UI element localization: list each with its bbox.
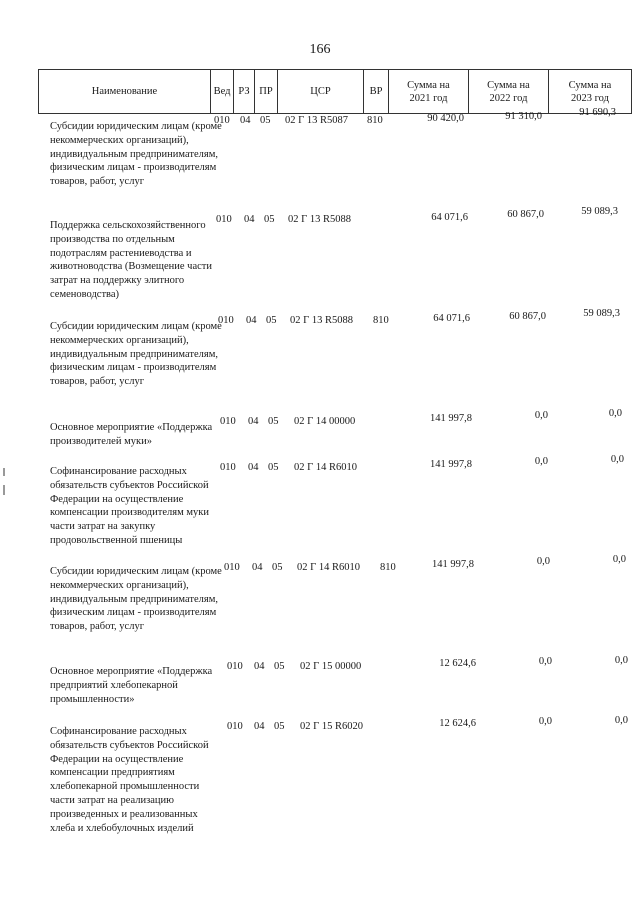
row-csr: 02 Г 15 R6020 [300,721,363,732]
row-sum-2021: 141 997,8 [430,459,472,470]
row-csr: 02 Г 13 R5088 [290,315,353,326]
row-sum-2022: 60 867,0 [509,311,546,322]
col-header-ved: Вед [211,69,234,114]
row-rz: 04 [240,115,251,126]
row-name: Субсидии юридическим лицам (кроме некоммерческих организаций), индивидуальным предпринимателям, физическим лицам - производителям товаров, работ, услуг [50,321,222,388]
row-sum-2022: 0,0 [538,656,552,667]
row-ved: 010 [220,416,236,427]
row-rz: 04 [248,416,259,427]
row-pr: 05 [274,661,285,672]
col-header-rz: РЗ [234,69,255,114]
row-sum-2023: 0,0 [612,554,626,565]
row-sum-2022: 0,0 [534,456,548,467]
col-header-sum-2022: Сумма на 2022 год [469,69,549,114]
row-ved: 010 [224,562,240,573]
scan-mark [3,485,5,495]
page-number: 166 [309,42,331,57]
row-name: Основное мероприятие «Поддержка производителей муки» [50,422,213,447]
row-csr: 02 Г 14 R6010 [294,462,357,473]
row-rz: 04 [246,315,257,326]
row-ved: 010 [214,115,230,126]
row-pr: 05 [268,416,279,427]
row-sum-2023: 59 089,3 [581,206,618,217]
row-ved: 010 [220,462,236,473]
col-header-vr: ВР [364,69,389,114]
col-header-sum-2023: Сумма на 2023 год [549,69,632,114]
row-name: Поддержка сельскохозяйственного производства по отдельным подотраслям растениеводства и животноводства (Возмещение части затрат на поддержку элитного семеноводства) [50,220,212,300]
row-vr: 810 [380,562,396,573]
row-name: Субсидии юридическим лицам (кроме некоммерческих организаций), индивидуальным предпринимателям, физическим лицам - производителям товаров, работ, услуг [50,566,222,633]
row-vr: 810 [373,315,389,326]
row-csr: 02 Г 13 R5087 [285,115,348,126]
row-sum-2022: 91 310,0 [505,111,542,122]
row-pr: 05 [266,315,277,326]
row-pr: 05 [268,462,279,473]
row-sum-2023: 0,0 [610,454,624,465]
row-ved: 010 [227,721,243,732]
row-pr: 05 [272,562,283,573]
row-sum-2022: 0,0 [538,716,552,727]
row-sum-2023: 59 089,3 [583,308,620,319]
row-csr: 02 Г 14 00000 [294,416,356,427]
row-sum-2023: 91 690,3 [579,107,616,118]
row-name: Основное мероприятие «Поддержка предприятий хлебопекарной промышленности» [50,666,213,705]
row-sum-2023: 0,0 [614,715,628,726]
row-sum-2022: 0,0 [534,410,548,421]
row-pr: 05 [260,115,271,126]
row-name: Субсидии юридическим лицам (кроме некоммерческих организаций), индивидуальным предпринимателям, физическим лицам - производителям товаров, работ, услуг [50,121,222,188]
table-header [38,69,632,114]
row-pr: 05 [264,214,275,225]
row-rz: 04 [244,214,255,225]
row-sum-2023: 0,0 [608,408,622,419]
row-name: Софинансирование расходных обязательств субъектов Российской Федерации на осуществление компенсации производителям муки части затрат на закупку продовольственной пшеницы [50,466,209,546]
row-rz: 04 [248,462,259,473]
row-sum-2021: 64 071,6 [431,212,468,223]
row-sum-2021: 90 420,0 [427,113,464,124]
col-header-csr: ЦСР [278,69,364,114]
row-rz: 04 [254,721,265,732]
row-sum-2021: 64 071,6 [433,313,470,324]
row-sum-2021: 141 997,8 [432,559,474,570]
row-sum-2023: 0,0 [614,655,628,666]
row-ved: 010 [227,661,243,672]
row-sum-2022: 0,0 [536,556,550,567]
row-rz: 04 [252,562,263,573]
row-csr: 02 Г 15 00000 [300,661,362,672]
row-ved: 010 [216,214,232,225]
row-csr: 02 Г 14 R6010 [297,562,360,573]
col-header-name: Наименование [39,69,211,114]
row-name: Софинансирование расходных обязательств субъектов Российской Федерации на осуществление компенсации предприятиям хлебопекарной промышленности части затрат на реализацию произведенных и реализованных хлеба и хлебобулочных изделий [50,726,209,834]
row-sum-2021: 141 997,8 [430,413,472,424]
col-header-pr: ПР [255,69,278,114]
row-csr: 02 Г 13 R5088 [288,214,351,225]
row-pr: 05 [274,721,285,732]
row-sum-2021: 12 624,6 [439,718,476,729]
row-ved: 010 [218,315,234,326]
row-sum-2022: 60 867,0 [507,209,544,220]
row-sum-2021: 12 624,6 [439,658,476,669]
row-vr: 810 [367,115,383,126]
row-rz: 04 [254,661,265,672]
scan-mark [3,468,5,476]
col-header-sum-2021: Сумма на 2021 год [389,69,469,114]
